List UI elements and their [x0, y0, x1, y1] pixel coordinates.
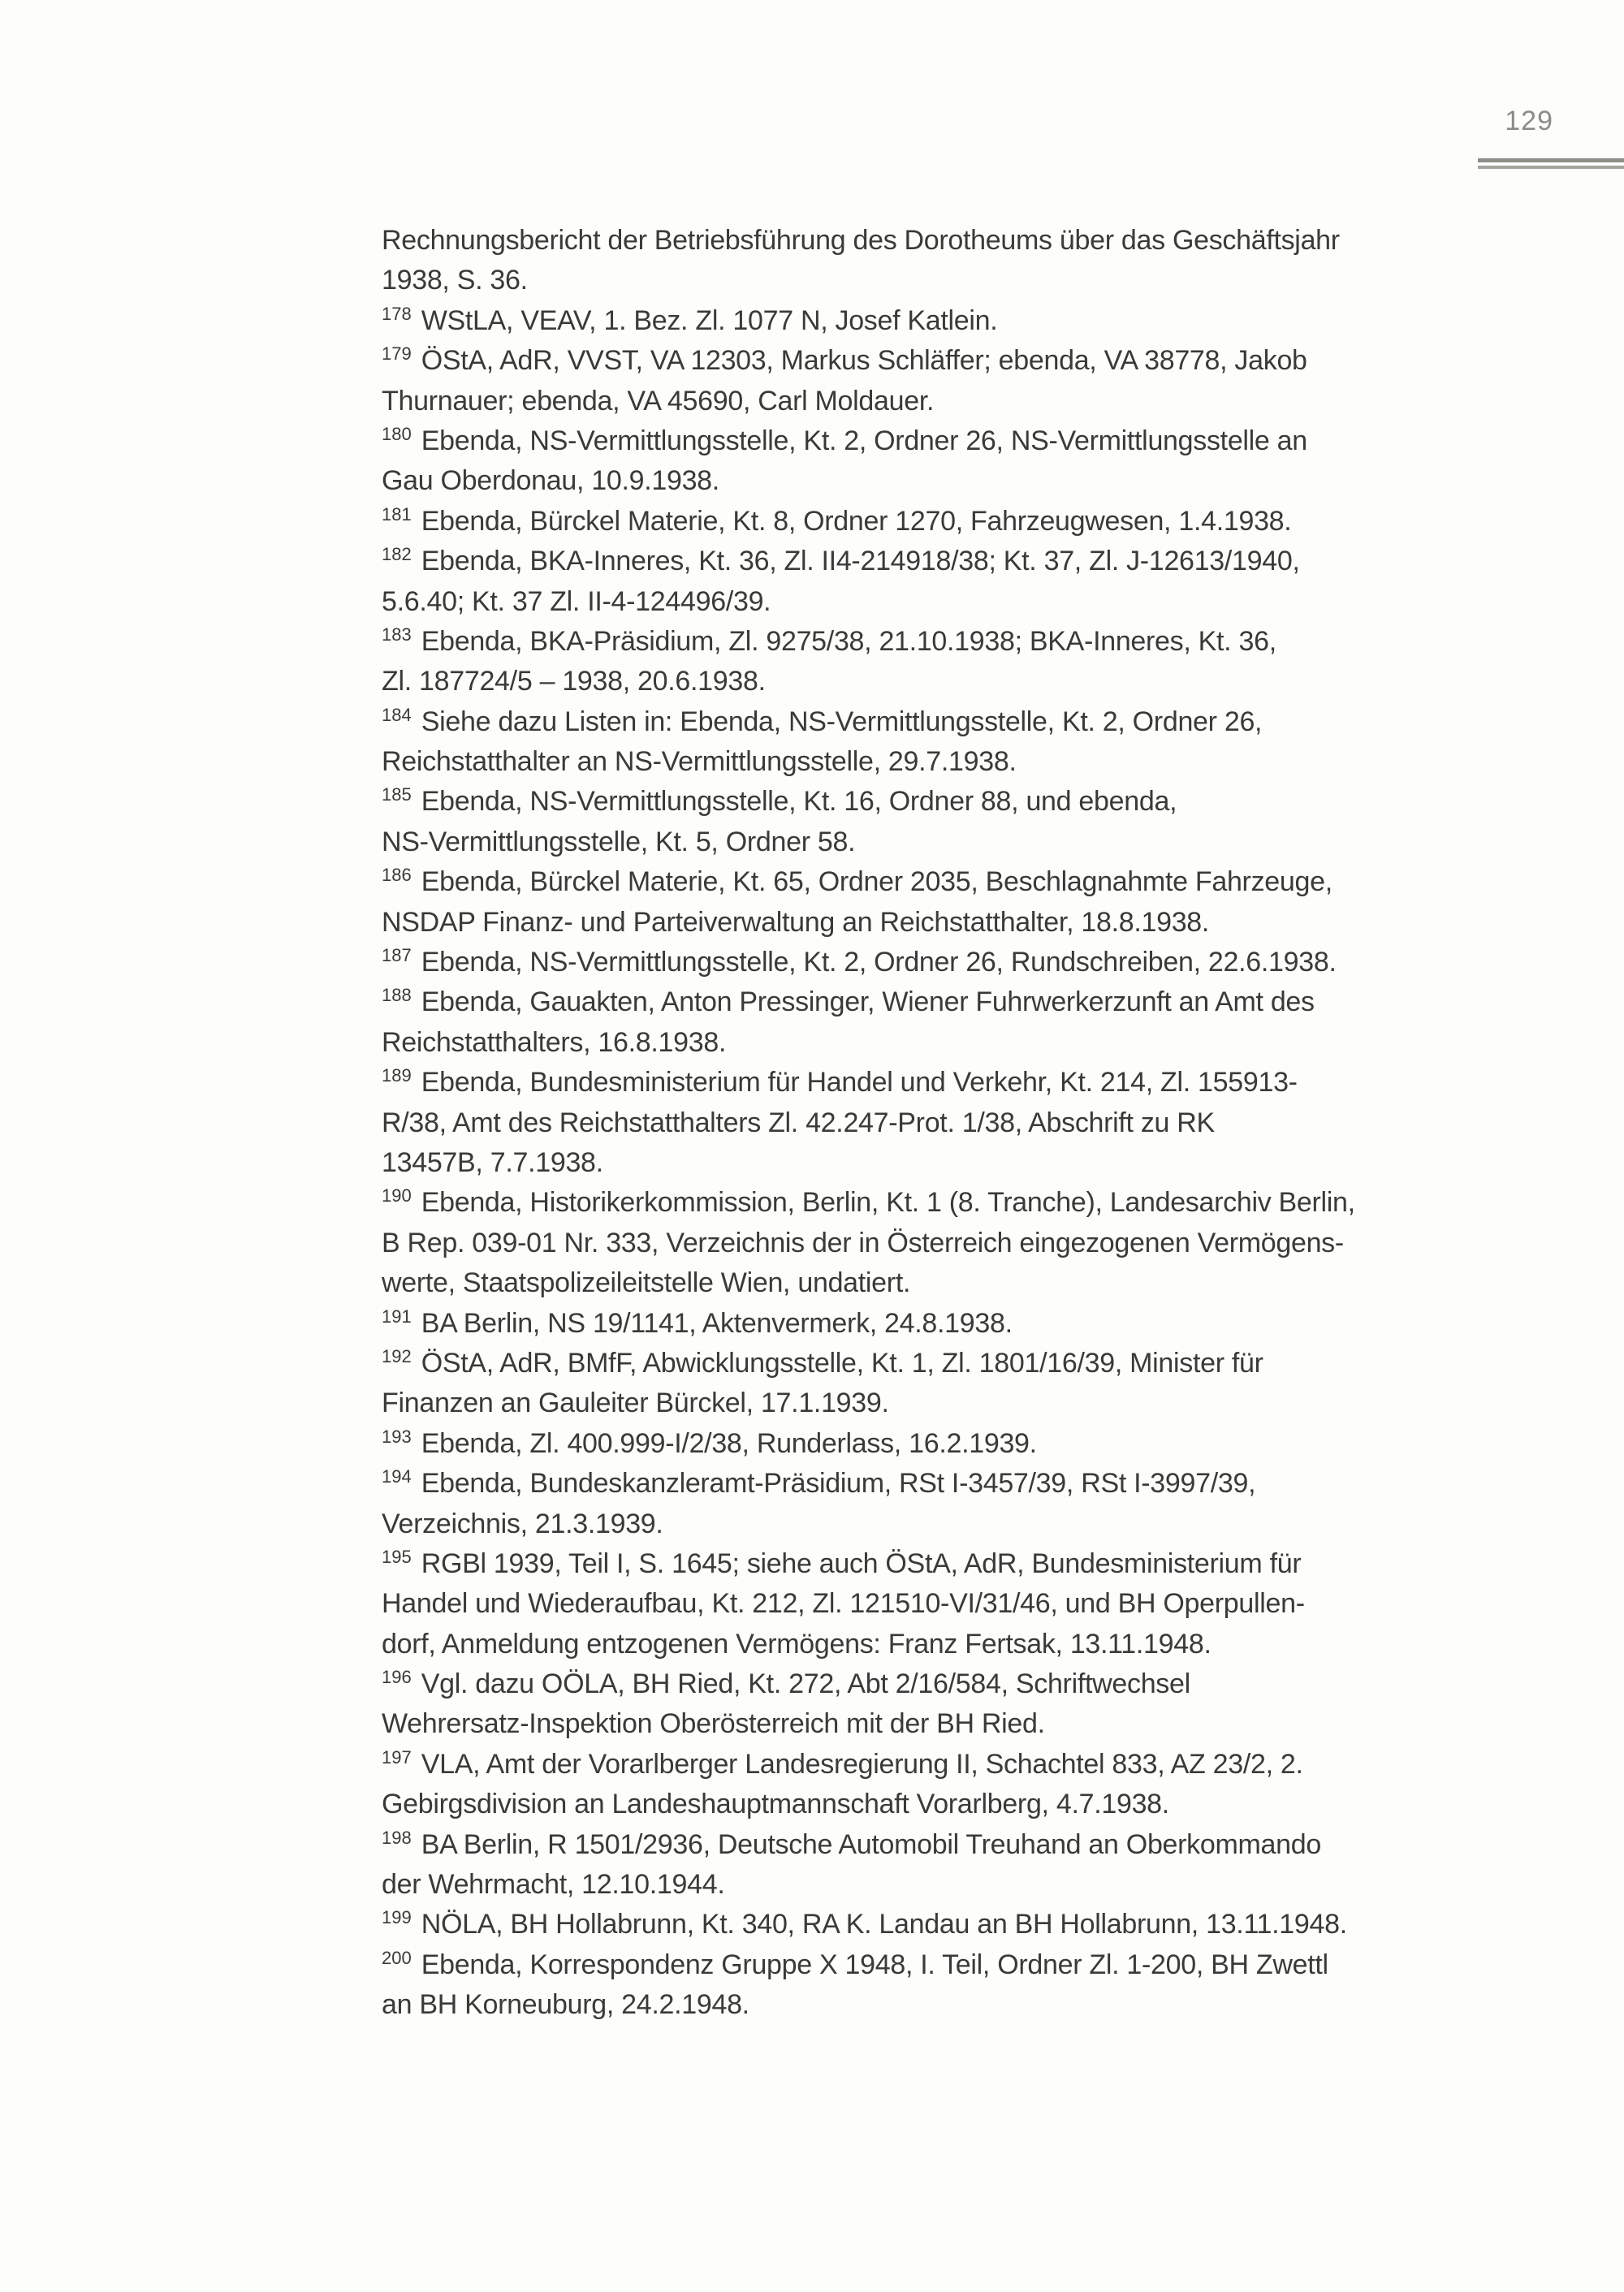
text-line: $^{198}$ BA Berlin, R 1501/2936, Deutsche Automobil Treuhand an Oberkommando: [382, 1827, 1321, 1860]
footnote-number: 184: [382, 704, 412, 725]
footnote-number: 200: [382, 1947, 412, 1968]
footnote: [382, 1183, 1486, 1303]
footnote: [382, 1745, 1486, 1825]
footnote: [382, 1825, 1486, 1906]
text-line: $^{182}$ Ebenda, BKA-Inneres, Kt. 36, Zl. II4-214918/38; Kt. 37, Zl. J-12613/1940,: [382, 544, 1300, 577]
footnote: [382, 1464, 1486, 1544]
text-line: Reichstatthalters, 16.8.1938.: [382, 1026, 727, 1058]
footnote: [382, 862, 1486, 943]
footnote: [382, 502, 1486, 542]
text-line: $^{188}$ Ebenda, Gauakten, Anton Pressinger, Wiener Fuhrwerkerzunft an Amt des: [382, 985, 1315, 1018]
text-line: $^{184}$ Siehe dazu Listen in: Ebenda, NS-Vermittlungsstelle, Kt. 2, Ordner 26,: [382, 704, 1263, 737]
text-line: $^{192}$ ÖStA, AdR, BMfF, Abwicklungsstelle, Kt. 1, Zl. 1801/16/39, Minister für: [382, 1345, 1263, 1379]
footnote: [382, 1945, 1486, 2026]
header-rule: [1478, 158, 1624, 169]
text-line: Rechnungsbericht der Betriebsführung des Dorotheums über das Geschäftsjahr: [382, 225, 1340, 256]
footnote-number: 188: [382, 985, 412, 1006]
footnote-number: 195: [382, 1546, 412, 1567]
footnotes-block: [382, 221, 1486, 2026]
text-line: Reichstatthalter an NS-Vermittlungsstelle, 29.7.1938.: [382, 746, 1017, 778]
text-line: R/38, Amt des Reichstatthalters Zl. 42.247-Prot. 1/38, Abschrift zu RK: [382, 1107, 1215, 1138]
text-line: $^{178}$ WStLA, VEAV, 1. Bez. Zl. 1077 N, Josef Katlein.: [382, 303, 998, 336]
footnote: [382, 301, 1486, 341]
footnote: [382, 1304, 1486, 1344]
footnote: [382, 1664, 1486, 1745]
text-line: Gau Oberdonau, 10.9.1938.: [382, 465, 719, 497]
text-line: Zl. 187724/5 – 1938, 20.6.1938.: [382, 666, 766, 697]
footnote-number: 189: [382, 1065, 412, 1086]
text-line: Verzeichnis, 21.3.1939.: [382, 1508, 663, 1539]
footnote-number: 180: [382, 423, 412, 444]
text-line: $^{195}$ RGBl 1939, Teil I, S. 1645; siehe auch ÖStA, AdR, Bundesministerium für: [382, 1546, 1302, 1579]
footnote: [382, 702, 1486, 783]
footnote: [382, 1344, 1486, 1424]
text-line: $^{197}$ VLA, Amt der Vorarlberger Landesregierung II, Schachtel 833, AZ 23/2, 2.: [382, 1746, 1303, 1780]
footnote-number: 183: [382, 624, 412, 645]
footnote: [382, 982, 1486, 1063]
footnotes-container: [382, 301, 1486, 2026]
footnote-number: 178: [382, 303, 412, 324]
text-line: an BH Korneuburg, 24.2.1948.: [382, 1989, 749, 2021]
footnote-number: 190: [382, 1185, 412, 1206]
footnote-number: 186: [382, 865, 412, 886]
text-line: 13457B, 7.7.1938.: [382, 1146, 603, 1178]
text-line: dorf, Anmeldung entzogenen Vermögens: Franz Fertsak, 13.11.1948.: [382, 1628, 1212, 1660]
text-line: $^{181}$ Ebenda, Bürckel Materie, Kt. 8, Ordner 1270, Fahrzeugwesen, 1.4.1938.: [382, 503, 1292, 537]
text-line: $^{193}$ Ebenda, Zl. 400.999-I/2/38, Runderlass, 16.2.1939.: [382, 1426, 1037, 1459]
text-line: Finanzen an Gauleiter Bürckel, 17.1.1939.: [382, 1388, 889, 1419]
continuation-paragraph: [382, 221, 1486, 301]
text-line: $^{190}$ Ebenda, Historikerkommission, Berlin, Kt. 1 (8. Tranche), Landesarchiv Berlin,: [382, 1185, 1355, 1219]
footnote-number: 197: [382, 1746, 412, 1768]
text-line: NS-Vermittlungsstelle, Kt. 5, Ordner 58.: [382, 826, 856, 857]
footnote: [382, 1424, 1486, 1464]
footnote-number: 199: [382, 1907, 412, 1928]
text-line: $^{183}$ Ebenda, BKA-Präsidium, Zl. 9275/38, 21.10.1938; BKA-Inneres, Kt. 36,: [382, 624, 1276, 657]
text-line: $^{196}$ Vgl. dazu OÖLA, BH Ried, Kt. 272, Abt 2/16/584, Schriftwechsel: [382, 1667, 1190, 1700]
footnote: [382, 1063, 1486, 1183]
text-line: $^{189}$ Ebenda, Bundesministerium für Handel und Verkehr, Kt. 214, Zl. 155913-: [382, 1065, 1298, 1099]
text-line: $^{186}$ Ebenda, Bürckel Materie, Kt. 65, Ordner 2035, Beschlagnahmte Fahrzeuge,: [382, 865, 1332, 898]
text-line: $^{194}$ Ebenda, Bundeskanzleramt-Präsidium, RSt I-3457/39, RSt I-3997/39,: [382, 1466, 1256, 1500]
footnote: [382, 782, 1486, 862]
footnote-number: 191: [382, 1306, 412, 1327]
footnote: [382, 622, 1486, 702]
footnote-number: 193: [382, 1426, 412, 1447]
text-line: 1938, S. 36.: [382, 265, 528, 296]
text-line: Handel und Wiederaufbau, Kt. 212, Zl. 121510-VI/31/46, und BH Operpullen-: [382, 1588, 1305, 1620]
footnote: [382, 341, 1486, 421]
text-line: $^{199}$ NÖLA, BH Hollabrunn, Kt. 340, RA K. Landau an BH Hollabrunn, 13.11.1948.: [382, 1907, 1347, 1940]
footnote-number: 192: [382, 1345, 412, 1366]
footnote: [382, 542, 1486, 622]
footnote: [382, 943, 1486, 982]
text-line: $^{200}$ Ebenda, Korrespondenz Gruppe X 1948, I. Teil, Ordner Zl. 1-200, BH Zwettl: [382, 1947, 1328, 1980]
text-line: 5.6.40; Kt. 37 Zl. II-4-124496/39.: [382, 585, 771, 617]
footnote-number: 196: [382, 1667, 412, 1688]
text-line: $^{191}$ BA Berlin, NS 19/1141, Aktenvermerk, 24.8.1938.: [382, 1306, 1013, 1339]
footnote-number: 185: [382, 784, 412, 805]
text-line: NSDAP Finanz- und Parteiverwaltung an Reichstatthalter, 18.8.1938.: [382, 906, 1210, 938]
page-number: 129: [1505, 106, 1553, 136]
footnote-number: 181: [382, 503, 412, 524]
footnote-number: 179: [382, 343, 412, 365]
footnote-number: 187: [382, 945, 412, 966]
footnote-number: 198: [382, 1827, 412, 1848]
text-line: werte, Staatspolizeileitstelle Wien, undatiert.: [382, 1267, 911, 1299]
text-line: $^{187}$ Ebenda, NS-Vermittlungsstelle, Kt. 2, Ordner 26, Rundschreiben, 22.6.1938.: [382, 945, 1337, 978]
text-line: $^{180}$ Ebenda, NS-Vermittlungsstelle, Kt. 2, Ordner 26, NS-Vermittlungsstelle an: [382, 423, 1307, 456]
text-line: B Rep. 039-01 Nr. 333, Verzeichnis der in Österreich eingezogenen Vermögens-: [382, 1227, 1344, 1258]
text-line: Gebirgsdivision an Landeshauptmannschaft Vorarlberg, 4.7.1938.: [382, 1789, 1169, 1820]
text-line: $^{185}$ Ebenda, NS-Vermittlungsstelle, Kt. 16, Ordner 88, und ebenda,: [382, 784, 1177, 818]
footnote: [382, 1544, 1486, 1664]
footnote-number: 182: [382, 544, 412, 565]
text-line: Wehrersatz-Inspektion Oberösterreich mit der BH Ried.: [382, 1708, 1045, 1740]
footnote-number: 194: [382, 1466, 412, 1487]
text-line: Thurnauer; ebenda, VA 45690, Carl Moldauer.: [382, 385, 935, 417]
text-line: $^{179}$ ÖStA, AdR, VVST, VA 12303, Markus Schläffer; ebenda, VA 38778, Jakob: [382, 343, 1307, 377]
footnote: [382, 1905, 1486, 1945]
text-line: der Wehrmacht, 12.10.1944.: [382, 1869, 725, 1901]
footnote: [382, 421, 1486, 502]
